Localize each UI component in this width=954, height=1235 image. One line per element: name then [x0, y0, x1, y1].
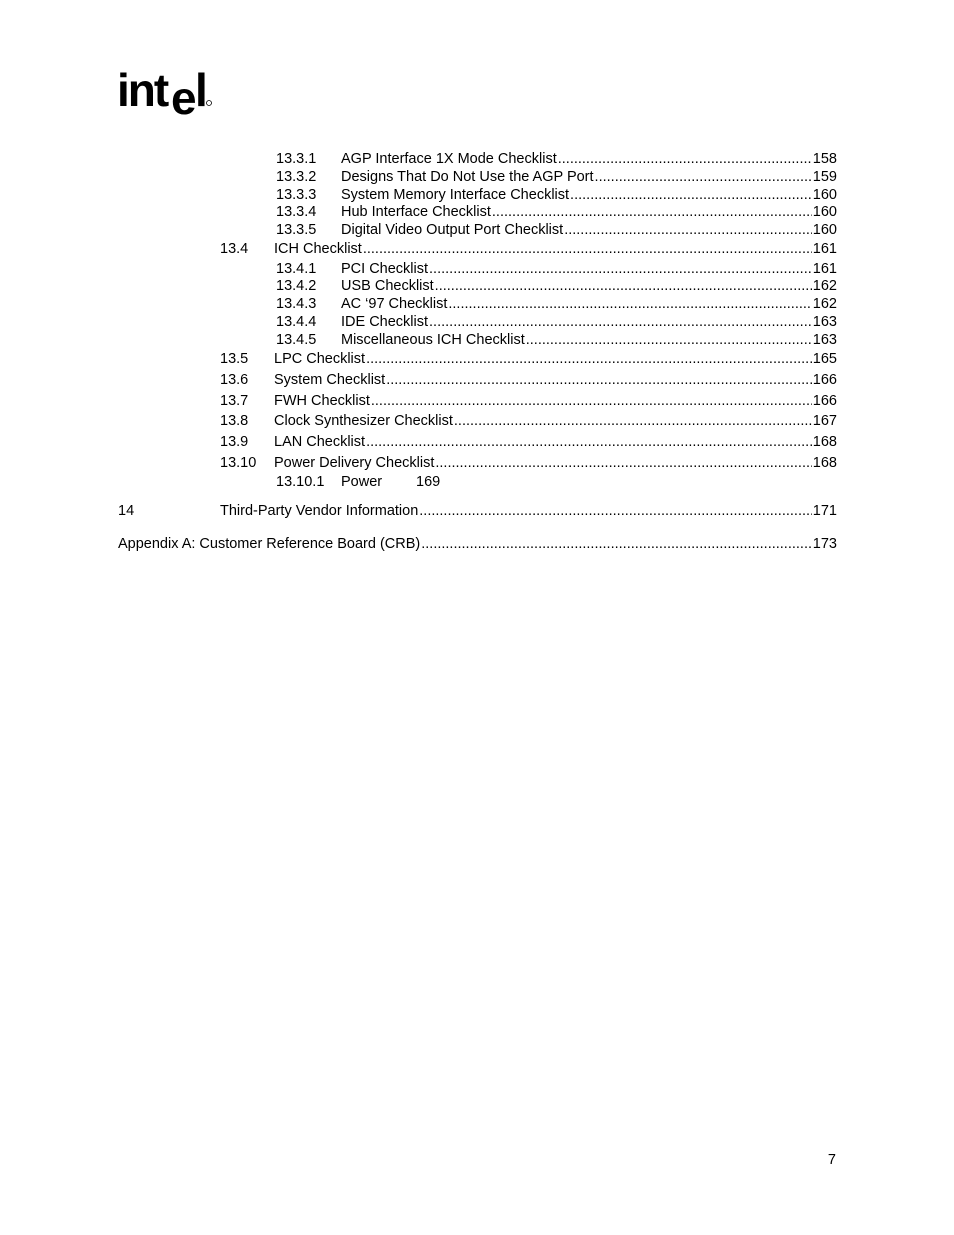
dot-leader: [564, 221, 812, 239]
dot-leader: [435, 454, 811, 472]
toc-entry-14[interactable]: [118, 502, 837, 520]
toc-entry-number: 13.5: [220, 351, 249, 367]
toc-entry-title: System Memory Interface Checklist: [341, 187, 570, 203]
toc-entry-appendix-a[interactable]: [118, 535, 837, 553]
toc-entry-title: FWH Checklist: [274, 393, 370, 409]
dot-leader: [595, 168, 812, 186]
toc-entry-number: 13.7: [220, 393, 249, 409]
dot-leader: [429, 260, 812, 278]
dot-leader: [363, 240, 812, 258]
toc-entry-number: 13.9: [220, 434, 249, 450]
toc-entry-page: 160: [812, 204, 837, 220]
toc-entry-13-3-5[interactable]: [276, 221, 837, 239]
toc-entry-title: Third-Party Vendor Information: [220, 503, 419, 519]
toc-entry-page: 161: [812, 241, 837, 257]
dot-leader: [366, 433, 812, 451]
toc-entry-13-3-2[interactable]: [276, 168, 837, 186]
dot-leader: [371, 392, 812, 410]
toc-entry-title: Power: [341, 474, 383, 490]
toc-entry-13-7[interactable]: [220, 392, 837, 410]
dot-leader: [421, 535, 812, 553]
dot-leader: [558, 150, 812, 168]
dot-leader: [492, 203, 812, 221]
dot-leader: [526, 331, 812, 349]
dot-leader: [386, 371, 812, 389]
toc-entry-13-3-4[interactable]: [276, 203, 837, 221]
toc-entry-13-5[interactable]: [220, 350, 837, 368]
page-number: 7: [827, 1152, 836, 1168]
toc-entry-title: Miscellaneous ICH Checklist: [341, 332, 525, 348]
toc-entry-page: 162: [812, 278, 837, 294]
toc-entry-title: Designs That Do Not Use the AGP Port: [341, 169, 594, 185]
toc-entry-page: 166: [812, 372, 837, 388]
svg-text:l: l: [195, 64, 208, 116]
toc-entry-page: 173: [812, 536, 837, 552]
toc-entry-title: ICH Checklist: [274, 241, 362, 257]
toc-entry-number: 13.4.5: [276, 332, 317, 348]
toc-entry-13-4-3[interactable]: [276, 295, 837, 313]
svg-text:int: int: [117, 64, 168, 116]
toc-entry-13-3-3[interactable]: [276, 186, 837, 204]
toc-entry-13-10[interactable]: [220, 454, 837, 472]
toc-entry-number: 13.10.1: [276, 474, 325, 490]
toc-entry-13-9[interactable]: [220, 433, 837, 451]
toc-entry-title: AGP Interface 1X Mode Checklist: [341, 151, 557, 167]
toc-entry-page: 158: [812, 151, 837, 167]
toc-entry-title: LPC Checklist: [274, 351, 366, 367]
toc-entry-page: 165: [812, 351, 837, 367]
toc-entry-number: 13.3.2: [276, 169, 317, 185]
toc-entry-13-3-1[interactable]: [276, 150, 837, 168]
toc-entry-page: 162: [812, 296, 837, 312]
toc-entry-page: 161: [812, 261, 837, 277]
toc-entry-title: Hub Interface Checklist: [341, 204, 491, 220]
toc-entry-13-8[interactable]: [220, 412, 837, 430]
dot-leader: [448, 295, 811, 313]
toc-entry-page: 171: [812, 503, 837, 519]
svg-text:e: e: [171, 72, 195, 120]
dot-leader: [570, 186, 812, 204]
toc-entry-page: 159: [812, 169, 837, 185]
toc-entry-number: 13.4.3: [276, 296, 317, 312]
toc-entry-page: 160: [812, 187, 837, 203]
toc-entry-page: 160: [812, 222, 837, 238]
toc-entry-title: USB Checklist: [341, 278, 434, 294]
intel-logo: [117, 60, 217, 120]
toc-entry-13-4-2[interactable]: [276, 277, 837, 295]
toc-entry-13-4[interactable]: [220, 240, 837, 258]
toc-entry-number: 13.3.1: [276, 151, 317, 167]
toc-entry-page: 163: [812, 332, 837, 348]
toc-entry-page: 168: [812, 455, 837, 471]
toc-entry-title: System Checklist: [274, 372, 386, 388]
toc-entry-page: 168: [812, 434, 837, 450]
toc-entry-title: Digital Video Output Port Checklist: [341, 222, 564, 238]
toc-entry-number: 13.3.5: [276, 222, 317, 238]
toc-entry-title: PCI Checklist: [341, 261, 429, 277]
toc-entry-13-4-4[interactable]: [276, 313, 837, 331]
toc-entry-number: 13.8: [220, 413, 249, 429]
toc-entry-number: 13.4: [220, 241, 249, 257]
toc-entry-title: IDE Checklist: [341, 314, 429, 330]
toc-entry-title: Power Delivery Checklist: [274, 455, 435, 471]
toc-entry-number: 13.3.4: [276, 204, 317, 220]
toc-entry-page: 163: [812, 314, 837, 330]
dot-leader: [435, 277, 812, 295]
toc-entry-number: 13.4.2: [276, 278, 317, 294]
dot-leader: [419, 502, 812, 520]
toc-entry-title: LAN Checklist: [274, 434, 366, 450]
toc-entry-number: 13.4.1: [276, 261, 317, 277]
toc-entry-page: 169: [416, 474, 441, 490]
toc-entry-title: AC ‘97 Checklist: [341, 296, 448, 312]
toc-entry-number: 13.6: [220, 372, 249, 388]
toc-entry-number: 13.10: [220, 455, 257, 471]
toc-entry-13-6[interactable]: [220, 371, 837, 389]
toc-entry-title: Clock Synthesizer Checklist: [274, 413, 453, 429]
toc-entry-number: 13.3.3: [276, 187, 317, 203]
toc-entry-13-4-5[interactable]: [276, 331, 837, 349]
toc-entry-13-4-1[interactable]: [276, 260, 837, 278]
toc-entry-title: Appendix A: Customer Reference Board (CRB): [118, 536, 421, 552]
dot-leader: [429, 313, 812, 331]
toc-entry-13-10-1[interactable]: [276, 473, 476, 491]
toc-entry-page: 166: [812, 393, 837, 409]
toc-entry-page: 167: [812, 413, 837, 429]
dot-leader: [454, 412, 812, 430]
dot-leader: [366, 350, 812, 368]
toc-entry-number: 13.4.4: [276, 314, 317, 330]
toc-entry-number: 14: [118, 503, 135, 519]
